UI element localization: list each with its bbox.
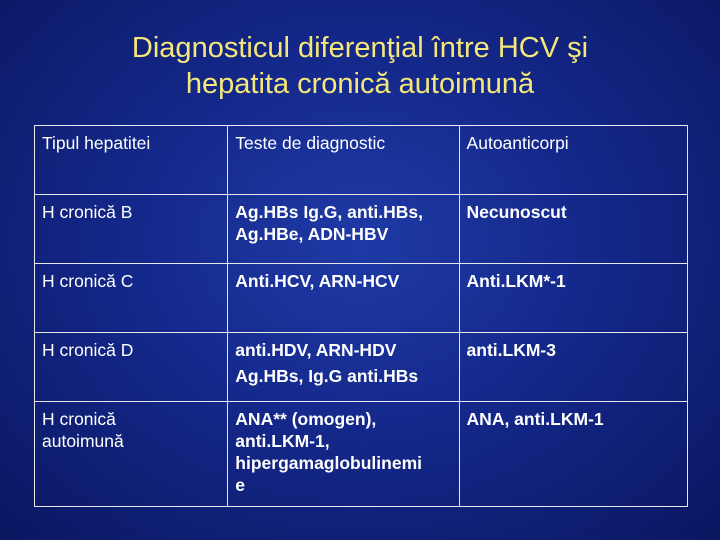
test-line: Anti.HCV, ARN-HCV (235, 271, 400, 291)
test-line: Ag.HBe, ADN-HBV (235, 224, 389, 244)
cell-diagnostic-tests (228, 195, 459, 264)
header-diagnostic-tests: Teste de diagnostic (228, 126, 459, 195)
test-line: ANA** (omogen), (235, 409, 377, 429)
slide-title (0, 30, 720, 102)
cell-hepatitis-type: H cronică D (35, 333, 228, 402)
cell-autoantibodies: Anti.LKM*-1 (459, 264, 687, 333)
table-row (35, 264, 688, 333)
test-line: Ag.HBs, Ig.G anti.HBs (235, 366, 419, 386)
table-row (35, 195, 688, 264)
cell-hepatitis-type (35, 402, 228, 507)
type-line: H cronică (42, 409, 116, 429)
cell-diagnostic-tests (228, 402, 459, 507)
header-autoantibodies: Autoanticorpi (459, 126, 687, 195)
table-row (35, 402, 688, 507)
cell-diagnostic-tests (228, 264, 459, 333)
table-row (35, 333, 688, 402)
table-header-row (35, 126, 688, 195)
test-line: Ag.HBs Ig.G, anti.HBs, (235, 202, 423, 222)
cell-hepatitis-type: H cronică C (35, 264, 228, 333)
cell-autoantibodies: ANA, anti.LKM-1 (459, 402, 687, 507)
header-hepatitis-type: Tipul hepatitei (35, 126, 228, 195)
diagnostic-table (34, 125, 688, 507)
test-line: e (235, 475, 246, 495)
title-line-2: hepatita cronică autoimună (185, 68, 535, 100)
test-line: anti.LKM-1, (235, 431, 330, 451)
cell-diagnostic-tests (228, 333, 459, 402)
test-line: anti.HDV, ARN-HDV (235, 340, 397, 360)
test-line: hipergamaglobulinemi (235, 453, 422, 473)
cell-autoantibodies: Necunoscut (459, 195, 687, 264)
title-line-1: Diagnosticul diferenţial între HCV şi (131, 32, 589, 64)
type-line: autoimună (42, 431, 124, 451)
cell-hepatitis-type: H cronică B (35, 195, 228, 264)
cell-autoantibodies: anti.LKM-3 (459, 333, 687, 402)
